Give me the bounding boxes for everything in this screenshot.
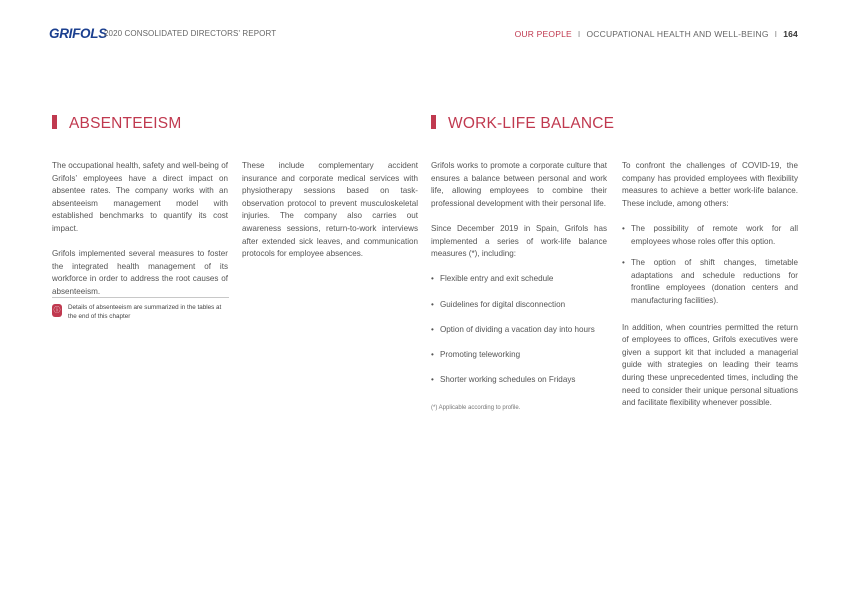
note-text: Details of absenteeism are summarized in the tables at the end of this chapter — [68, 304, 222, 320]
work-life-paragraph: Grifols works to promote a corporate culture that ensures a balance between personal and work life, allowing employees to combine their professional development with their personal life. — [431, 161, 607, 208]
heading-bar-icon — [52, 115, 57, 129]
absenteeism-heading — [52, 115, 181, 133]
breadcrumb-section: OUR PEOPLE — [514, 29, 572, 39]
absenteeism-measures-paragraph: These include complementary accident insurance and corporate medical services with physiotherapy sessions based on task-observation protocol to prevent musculoskeletal injuries. The company also carries out awareness sessions, return-to-work interviews after extended sick leaves, and communication protocols for employee absences. — [242, 161, 418, 259]
page-number: 164 — [783, 29, 798, 39]
work-life-column-1 — [431, 160, 607, 399]
work-life-paragraph: Since December 2019 in Spain, Grifols has implemented a series of work-life balance measures (*), including: — [431, 223, 607, 259]
list-item: • The option of shift changes, timetable adaptations and schedule reductions for frontline employees (donation centers and manufacturing facilities). — [622, 257, 798, 307]
work-life-column-2 — [622, 160, 798, 422]
work-life-measures-list — [431, 273, 607, 386]
work-life-title: WORK-LIFE BALANCE — [448, 115, 615, 132]
covid-closing-paragraph: In addition, when countries permitted the return of employees to offices, Grifols executives were given a support kit that included a managerial guide with strategies on leading their teams during these unprecedented times, including the need to consider their unique personal situations and facilitate flexibility whenever possible. — [622, 322, 798, 408]
list-item: • Option of dividing a vacation day into hours — [431, 324, 607, 337]
absenteeism-paragraph: Grifols implemented several measures to foster the integrated health management of its workforce in order to address the root causes of absenteeism. — [52, 249, 228, 296]
heading-bar-icon — [431, 115, 436, 129]
absenteeism-note — [52, 297, 229, 321]
list-item: • Promoting teleworking — [431, 349, 607, 362]
covid-measures-list — [622, 223, 798, 308]
page-header — [0, 0, 850, 60]
absenteeism-column-1 — [52, 160, 228, 311]
list-item: • Shorter working schedules on Fridays — [431, 374, 607, 387]
absenteeism-title: ABSENTEEISM — [69, 115, 182, 132]
footnote: (*) Applicable according to profile. — [431, 405, 521, 411]
report-title: 2020 CONSOLIDATED DIRECTORS' REPORT — [104, 29, 277, 38]
list-item: • The possibility of remote work for all employees whose roles offer this option. — [622, 223, 798, 248]
breadcrumb-topic: OCCUPATIONAL HEALTH AND WELL-BEING — [586, 29, 769, 39]
breadcrumb-separator: I — [577, 29, 581, 39]
page-number-separator: I — [774, 29, 778, 39]
grifols-logo: GRIFOLS — [49, 26, 107, 41]
list-item: • Guidelines for digital disconnection — [431, 299, 607, 312]
info-icon: ⓘ — [52, 304, 62, 317]
breadcrumb — [515, 29, 798, 39]
covid-intro-paragraph: To confront the challenges of COVID-19, the company has provided employees with flexibility measures to achieve a better work-life balance. These include, among others: — [622, 161, 798, 208]
work-life-heading — [431, 115, 614, 133]
absenteeism-column-2 — [242, 160, 418, 273]
absenteeism-paragraph: The occupational health, safety and well-being of Grifols’ employees have a direct impact on absentee rates. The company works with an absenteeism management model with established benchmarks to quantify its cost impact. — [52, 161, 228, 233]
list-item: • Flexible entry and exit schedule — [431, 273, 607, 286]
